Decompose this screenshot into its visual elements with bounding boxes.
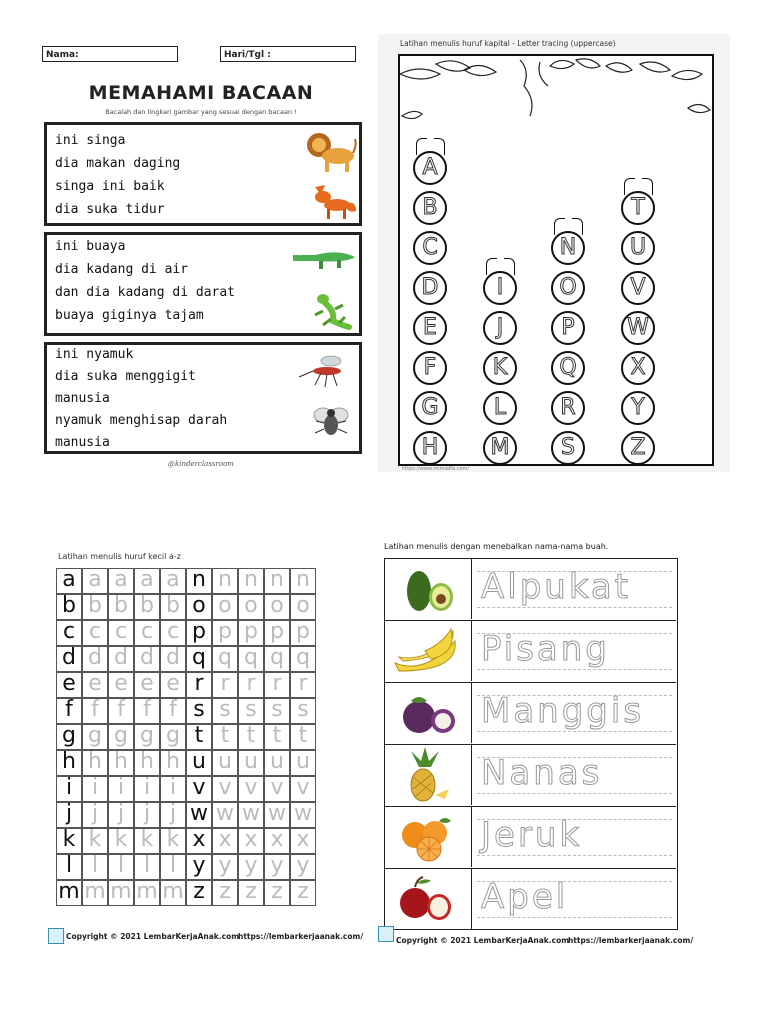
letter-cell[interactable]: o: [212, 594, 238, 620]
letter-cell[interactable]: i: [160, 776, 186, 802]
letter-cell[interactable]: s: [264, 698, 290, 724]
trace-letter: V: [630, 275, 646, 300]
antenna: [572, 218, 583, 235]
fruit-row: [385, 745, 676, 807]
letter-cell[interactable]: t: [238, 724, 264, 750]
trace-word[interactable]: Nanas: [481, 753, 603, 793]
trace-word[interactable]: Apel: [481, 877, 569, 917]
letter-cell[interactable]: j: [82, 802, 108, 828]
antenna: [486, 258, 497, 275]
letter-cell: t: [186, 724, 212, 750]
lion-icon[interactable]: [305, 129, 357, 175]
letter-cell[interactable]: j: [134, 802, 160, 828]
letter-cell[interactable]: p: [212, 620, 238, 646]
letter-cell: c: [56, 620, 82, 646]
letter-cell[interactable]: z: [290, 880, 316, 906]
letter-cell: v: [186, 776, 212, 802]
letter-cell: k: [56, 828, 82, 854]
letter-cell[interactable]: a: [134, 568, 160, 594]
fruit-row: [385, 807, 676, 869]
trace-word[interactable]: Pisang: [481, 629, 610, 669]
letter-cell[interactable]: c: [82, 620, 108, 646]
letter-cell[interactable]: m: [134, 880, 160, 906]
story-line: dan dia kadang di darat: [55, 285, 236, 300]
letter-cell[interactable]: x: [238, 828, 264, 854]
story-box-mosquito: [44, 342, 362, 454]
letter-cell[interactable]: n: [290, 568, 316, 594]
letter-cell[interactable]: g: [82, 724, 108, 750]
letter-cell[interactable]: r: [212, 672, 238, 698]
letter-bug[interactable]: [621, 311, 655, 345]
letter-cell: l: [56, 854, 82, 880]
letter-cell: w: [186, 802, 212, 828]
antenna: [504, 258, 515, 275]
letter-cell[interactable]: e: [160, 672, 186, 698]
letter-cell[interactable]: t: [290, 724, 316, 750]
letter-cell[interactable]: u: [238, 750, 264, 776]
letter-cell[interactable]: y: [238, 854, 264, 880]
copyright-text: Copyright © 2021 LembarKerjaAnak.com: [396, 936, 570, 945]
letter-cell[interactable]: e: [134, 672, 160, 698]
letter-cell[interactable]: q: [264, 646, 290, 672]
letter-bug[interactable]: [551, 311, 585, 345]
letter-cell: a: [56, 568, 82, 594]
trace-letter: Q: [559, 355, 577, 380]
letter-bug[interactable]: [413, 431, 447, 465]
trace-letter: R: [560, 395, 576, 420]
letter-bug[interactable]: [551, 431, 585, 465]
letter-cell[interactable]: u: [264, 750, 290, 776]
letter-bug[interactable]: [483, 391, 517, 425]
letter-cell[interactable]: h: [134, 750, 160, 776]
letter-cell[interactable]: l: [108, 854, 134, 880]
letter-cell[interactable]: n: [238, 568, 264, 594]
trace-letter: T: [631, 195, 645, 220]
story-line: dia kadang di air: [55, 262, 189, 277]
letter-cell[interactable]: v: [212, 776, 238, 802]
letter-cell[interactable]: i: [134, 776, 160, 802]
letter-cell: d: [56, 646, 82, 672]
letter-cell: q: [186, 646, 212, 672]
fruit-worksheet: [378, 538, 694, 950]
letter-cell: n: [186, 568, 212, 594]
name-field[interactable]: [42, 46, 178, 62]
trace-letter: B: [422, 195, 438, 220]
avocado-icon[interactable]: [385, 559, 471, 619]
letter-cell[interactable]: h: [108, 750, 134, 776]
letter-cell[interactable]: t: [212, 724, 238, 750]
letter-cell[interactable]: a: [160, 568, 186, 594]
letter-bug[interactable]: [483, 351, 517, 385]
letter-cell[interactable]: y: [212, 854, 238, 880]
trace-letter: Y: [631, 395, 645, 420]
orange-icon[interactable]: [385, 807, 471, 867]
letter-cell[interactable]: y: [290, 854, 316, 880]
letter-cell: g: [56, 724, 82, 750]
name-label: Nama:: [46, 50, 79, 60]
letter-cell[interactable]: j: [160, 802, 186, 828]
fruit-row: [385, 683, 676, 745]
letter-cell: s: [186, 698, 212, 724]
letter-cell[interactable]: f: [134, 698, 160, 724]
story-box-lion: [44, 122, 362, 226]
letter-cell[interactable]: r: [264, 672, 290, 698]
trace-letter: W: [627, 315, 649, 340]
letter-cell[interactable]: b: [108, 594, 134, 620]
trace-letter: L: [493, 395, 507, 420]
trace-letter: M: [490, 435, 510, 460]
story-line: singa ini baik: [55, 179, 165, 194]
trace-letter: O: [559, 275, 577, 300]
letter-bug[interactable]: [483, 311, 517, 345]
letter-cell: m: [56, 880, 82, 906]
letter-cell[interactable]: d: [134, 646, 160, 672]
antenna: [642, 178, 653, 195]
letter-cell[interactable]: p: [238, 620, 264, 646]
letter-bug[interactable]: [483, 271, 517, 305]
letter-cell[interactable]: l: [134, 854, 160, 880]
letter-bug[interactable]: [621, 351, 655, 385]
letter-cell[interactable]: m: [160, 880, 186, 906]
letter-cell[interactable]: d: [82, 646, 108, 672]
mangosteen-icon[interactable]: [385, 683, 471, 743]
website-link[interactable]: https://lembarkerjaanak.com/: [238, 932, 364, 941]
letter-cell[interactable]: x: [290, 828, 316, 854]
fruit-row: [385, 621, 676, 683]
letter-cell[interactable]: b: [160, 594, 186, 620]
story-box-crocodile: [44, 232, 362, 336]
trace-word[interactable]: Manggis: [481, 691, 645, 731]
letter-cell[interactable]: d: [108, 646, 134, 672]
antenna: [416, 138, 427, 155]
date-label: Hari/Tgl :: [224, 50, 271, 60]
letter-cell[interactable]: k: [160, 828, 186, 854]
letter-cell[interactable]: u: [212, 750, 238, 776]
letter-cell[interactable]: f: [108, 698, 134, 724]
uppercase-title: Latihan menulis huruf kapital - Letter tracing (uppercase): [400, 39, 616, 48]
letter-cell: p: [186, 620, 212, 646]
story-line: dia suka tidur: [55, 202, 165, 217]
letter-cell: h: [56, 750, 82, 776]
letter-bug[interactable]: [621, 191, 655, 225]
letter-cell[interactable]: l: [160, 854, 186, 880]
letter-cell[interactable]: p: [264, 620, 290, 646]
letter-cell: r: [186, 672, 212, 698]
letter-cell[interactable]: n: [212, 568, 238, 594]
antenna: [434, 138, 445, 155]
letter-cell[interactable]: w: [290, 802, 316, 828]
trace-letter: Z: [630, 435, 646, 460]
fruit-title: Latihan menulis dengan menebalkan nama-nama buah.: [384, 542, 609, 551]
letter-cell[interactable]: m: [108, 880, 134, 906]
letter-cell[interactable]: c: [160, 620, 186, 646]
trace-letter: K: [492, 355, 508, 380]
story-line: ini singa: [55, 133, 126, 148]
letter-cell[interactable]: t: [264, 724, 290, 750]
fruit-table: [384, 558, 678, 930]
fly-icon[interactable]: [309, 401, 353, 445]
trace-letter: C: [422, 235, 438, 260]
letter-cell: b: [56, 594, 82, 620]
letter-cell[interactable]: i: [108, 776, 134, 802]
story-line: ini buaya: [55, 239, 126, 254]
letter-cell: j: [56, 802, 82, 828]
letter-bug[interactable]: [551, 351, 585, 385]
footer-credit: @kinderclassroom: [168, 460, 234, 468]
trace-letter: D: [421, 275, 439, 300]
instruction-text: Bacalah dan lingkari gambar yang sesuai dengan bacaan !: [105, 108, 297, 116]
letter-cell[interactable]: e: [108, 672, 134, 698]
letter-bug[interactable]: [413, 271, 447, 305]
letter-cell[interactable]: q: [212, 646, 238, 672]
letter-cell[interactable]: s: [212, 698, 238, 724]
fox-icon[interactable]: [309, 181, 357, 221]
story-line: manusia: [55, 435, 110, 450]
reading-worksheet: [38, 38, 364, 470]
lembar-logo-icon: [48, 928, 64, 944]
letter-bug[interactable]: [413, 351, 447, 385]
letter-cell[interactable]: e: [82, 672, 108, 698]
letter-cell[interactable]: f: [82, 698, 108, 724]
pineapple-icon[interactable]: [385, 745, 471, 805]
antenna: [624, 178, 635, 195]
crocodile-icon[interactable]: [291, 241, 357, 273]
tracing-frame: [398, 54, 714, 466]
letter-cell[interactable]: g: [134, 724, 160, 750]
trace-letter: N: [559, 235, 577, 260]
letter-cell[interactable]: d: [160, 646, 186, 672]
letter-cell[interactable]: o: [290, 594, 316, 620]
lembar-logo-icon: [378, 926, 394, 942]
letter-cell[interactable]: w: [212, 802, 238, 828]
banana-icon[interactable]: [385, 621, 471, 681]
fruit-row: [385, 559, 676, 621]
letter-cell[interactable]: y: [264, 854, 290, 880]
letter-bug[interactable]: [551, 391, 585, 425]
letter-bug[interactable]: [413, 311, 447, 345]
mosquito-icon[interactable]: [297, 349, 353, 389]
lowercase-worksheet: [38, 550, 364, 952]
letter-cell[interactable]: z: [264, 880, 290, 906]
letter-cell[interactable]: v: [238, 776, 264, 802]
letter-bug[interactable]: [413, 391, 447, 425]
letter-cell: e: [56, 672, 82, 698]
letter-cell[interactable]: w: [264, 802, 290, 828]
letter-cell[interactable]: z: [212, 880, 238, 906]
trace-letter: I: [496, 275, 504, 300]
date-field[interactable]: [220, 46, 356, 62]
letter-cell[interactable]: b: [134, 594, 160, 620]
uppercase-worksheet: [378, 34, 730, 472]
page-title: MEMAHAMI BACAAN: [88, 82, 314, 104]
story-line: manusia: [55, 391, 110, 406]
letter-cell: x: [186, 828, 212, 854]
trace-letter: X: [630, 355, 646, 380]
letter-cell: u: [186, 750, 212, 776]
antenna: [554, 218, 565, 235]
letter-cell[interactable]: k: [134, 828, 160, 854]
letter-cell: i: [56, 776, 82, 802]
letter-cell[interactable]: q: [290, 646, 316, 672]
letter-bug[interactable]: [483, 431, 517, 465]
trace-letter: J: [496, 315, 504, 340]
trace-letter: F: [423, 355, 437, 380]
trace-letter: H: [421, 435, 439, 460]
letter-cell[interactable]: s: [290, 698, 316, 724]
letter-cell[interactable]: m: [82, 880, 108, 906]
uppercase-credit: https://www.mimialfa.com/: [402, 466, 470, 472]
letter-cell[interactable]: v: [290, 776, 316, 802]
letter-bug[interactable]: [413, 151, 447, 185]
apple-icon[interactable]: [385, 869, 471, 929]
trace-word[interactable]: Jeruk: [481, 815, 583, 855]
letter-bug[interactable]: [621, 391, 655, 425]
lowercase-title: Latihan menulis huruf kecil a-z: [58, 552, 181, 561]
letter-cell[interactable]: o: [264, 594, 290, 620]
story-line: dia makan daging: [55, 156, 181, 171]
letter-cell[interactable]: c: [134, 620, 160, 646]
letter-cell[interactable]: z: [238, 880, 264, 906]
letter-cell[interactable]: s: [238, 698, 264, 724]
letter-cell[interactable]: h: [160, 750, 186, 776]
letter-bug[interactable]: [621, 431, 655, 465]
letter-cell: f: [56, 698, 82, 724]
letter-cell[interactable]: q: [238, 646, 264, 672]
letter-cell[interactable]: k: [108, 828, 134, 854]
story-line: nyamuk menghisap darah: [55, 413, 228, 428]
letter-cell[interactable]: k: [82, 828, 108, 854]
letter-cell[interactable]: b: [82, 594, 108, 620]
trace-word[interactable]: Alpukat: [481, 567, 632, 607]
letter-bug[interactable]: [551, 271, 585, 305]
letter-cell[interactable]: n: [264, 568, 290, 594]
story-line: buaya giginya tajam: [55, 308, 204, 323]
letter-cell[interactable]: r: [290, 672, 316, 698]
letter-cell[interactable]: g: [108, 724, 134, 750]
trace-letter: U: [629, 235, 647, 260]
letter-cell[interactable]: f: [160, 698, 186, 724]
trace-letter: S: [561, 435, 575, 460]
letter-cell[interactable]: x: [264, 828, 290, 854]
jungle-leaves-icon: [400, 56, 712, 136]
letter-cell[interactable]: o: [238, 594, 264, 620]
website-link[interactable]: https://lembarkerjaanak.com/: [568, 936, 694, 945]
letter-cell[interactable]: p: [290, 620, 316, 646]
letter-cell[interactable]: u: [290, 750, 316, 776]
lizard-icon[interactable]: [309, 289, 353, 331]
letter-cell: z: [186, 880, 212, 906]
letter-cell[interactable]: j: [108, 802, 134, 828]
letter-cell[interactable]: r: [238, 672, 264, 698]
letter-cell[interactable]: i: [82, 776, 108, 802]
letter-bug[interactable]: [413, 191, 447, 225]
letter-cell[interactable]: v: [264, 776, 290, 802]
letter-cell[interactable]: w: [238, 802, 264, 828]
letter-cell: y: [186, 854, 212, 880]
letter-cell[interactable]: g: [160, 724, 186, 750]
letter-bug[interactable]: [551, 231, 585, 265]
letter-cell[interactable]: a: [82, 568, 108, 594]
letter-cell[interactable]: a: [108, 568, 134, 594]
fruit-row: [385, 869, 676, 931]
trace-letter: E: [423, 315, 437, 340]
letter-cell[interactable]: x: [212, 828, 238, 854]
trace-letter: A: [422, 155, 438, 180]
story-line: ini nyamuk: [55, 347, 134, 362]
letter-bug[interactable]: [413, 231, 447, 265]
letter-cell[interactable]: c: [108, 620, 134, 646]
letter-bug[interactable]: [621, 231, 655, 265]
letter-cell: o: [186, 594, 212, 620]
letter-bug[interactable]: [621, 271, 655, 305]
copyright-text: Copyright © 2021 LembarKerjaAnak.com: [66, 932, 240, 941]
trace-letter: P: [561, 315, 575, 340]
letter-cell[interactable]: l: [82, 854, 108, 880]
letter-cell[interactable]: h: [82, 750, 108, 776]
story-line: dia suka menggigit: [55, 369, 196, 384]
trace-letter: G: [421, 395, 439, 420]
